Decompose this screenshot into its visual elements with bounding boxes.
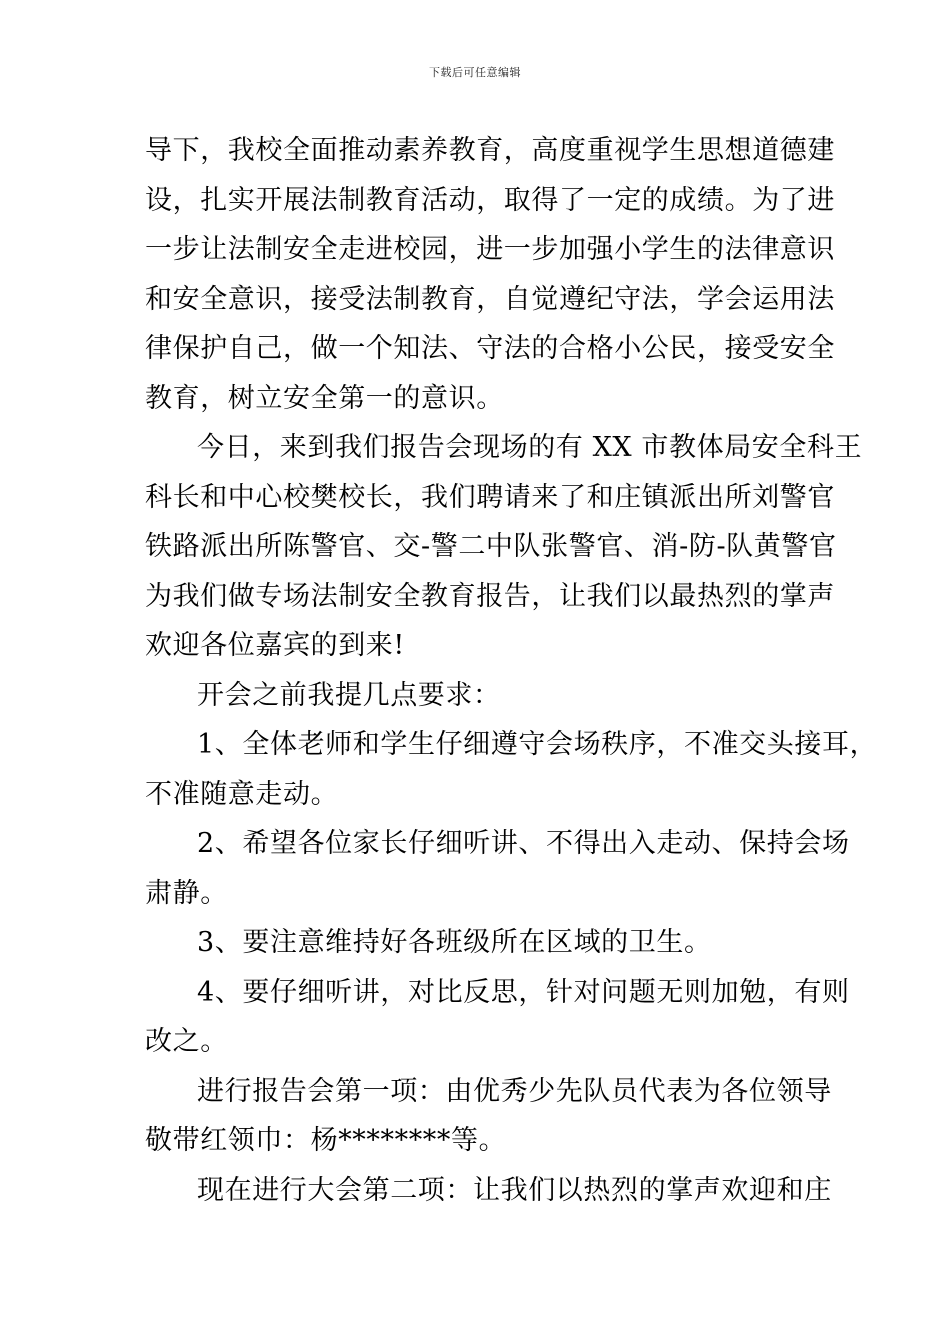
text-line: 4、要仔细听讲，对比反思，针对问题无则加勉，有则 <box>197 976 850 1008</box>
text-line: 律保护自己，做一个知法、守法的合格小公民，接受安全 <box>145 333 835 364</box>
text-line: 2、希望各位家长仔细听讲、不得出入走动、保持会场 <box>197 828 850 859</box>
text-line: 现在进行大会第二项：让我们以热烈的掌声欢迎和庄 <box>197 1174 832 1206</box>
text-line: 科长和中心校樊校长，我们聘请来了和庄镇派出所刘警官 <box>145 481 835 513</box>
page-header-note: 下载后可任意编辑 <box>429 66 521 79</box>
text-line: 和安全意识，接受法制教育，自觉遵纪守法，学会运用法 <box>145 283 835 315</box>
text-line: 为我们做专场法制安全教育报告，让我们以最热烈的掌声 <box>145 580 835 612</box>
text-line: 一步让法制安全走进校园，进一步加强小学生的法律意识 <box>145 234 835 265</box>
text-line: 改之。 <box>145 1026 228 1057</box>
text-line: 欢迎各位嘉宾的到来! <box>145 630 405 661</box>
text-line: 开会之前我提几点要求： <box>197 679 501 711</box>
text-line: 3、要注意维持好各班级所在区域的卫生。 <box>197 927 712 958</box>
document-body <box>145 126 878 1215</box>
text-line: 设，扎实开展法制教育活动，取得了一定的成绩。为了进 <box>145 184 835 216</box>
text-line: 今日，来到我们报告会现场的有 XX 市教体局安全科王 <box>197 432 863 463</box>
text-line: 敬带红领巾：杨********等。 <box>145 1125 507 1156</box>
text-line: 铁路派出所陈警官、交-警二中队张警官、消-防-队黄警官 <box>145 531 837 562</box>
text-line: 导下，我校全面推动素养教育，高度重视学生思想道德建 <box>145 135 835 166</box>
text-line: 不准随意走动。 <box>145 778 339 810</box>
text-line: 教育，树立安全第一的意识。 <box>145 382 504 414</box>
text-line: 肃静。 <box>145 877 228 909</box>
text-line: 1、全体老师和学生仔细遵守会场秩序，不准交头接耳， <box>197 729 878 760</box>
text-line: 进行报告会第一项：由优秀少先队员代表为各位领导 <box>197 1075 832 1107</box>
